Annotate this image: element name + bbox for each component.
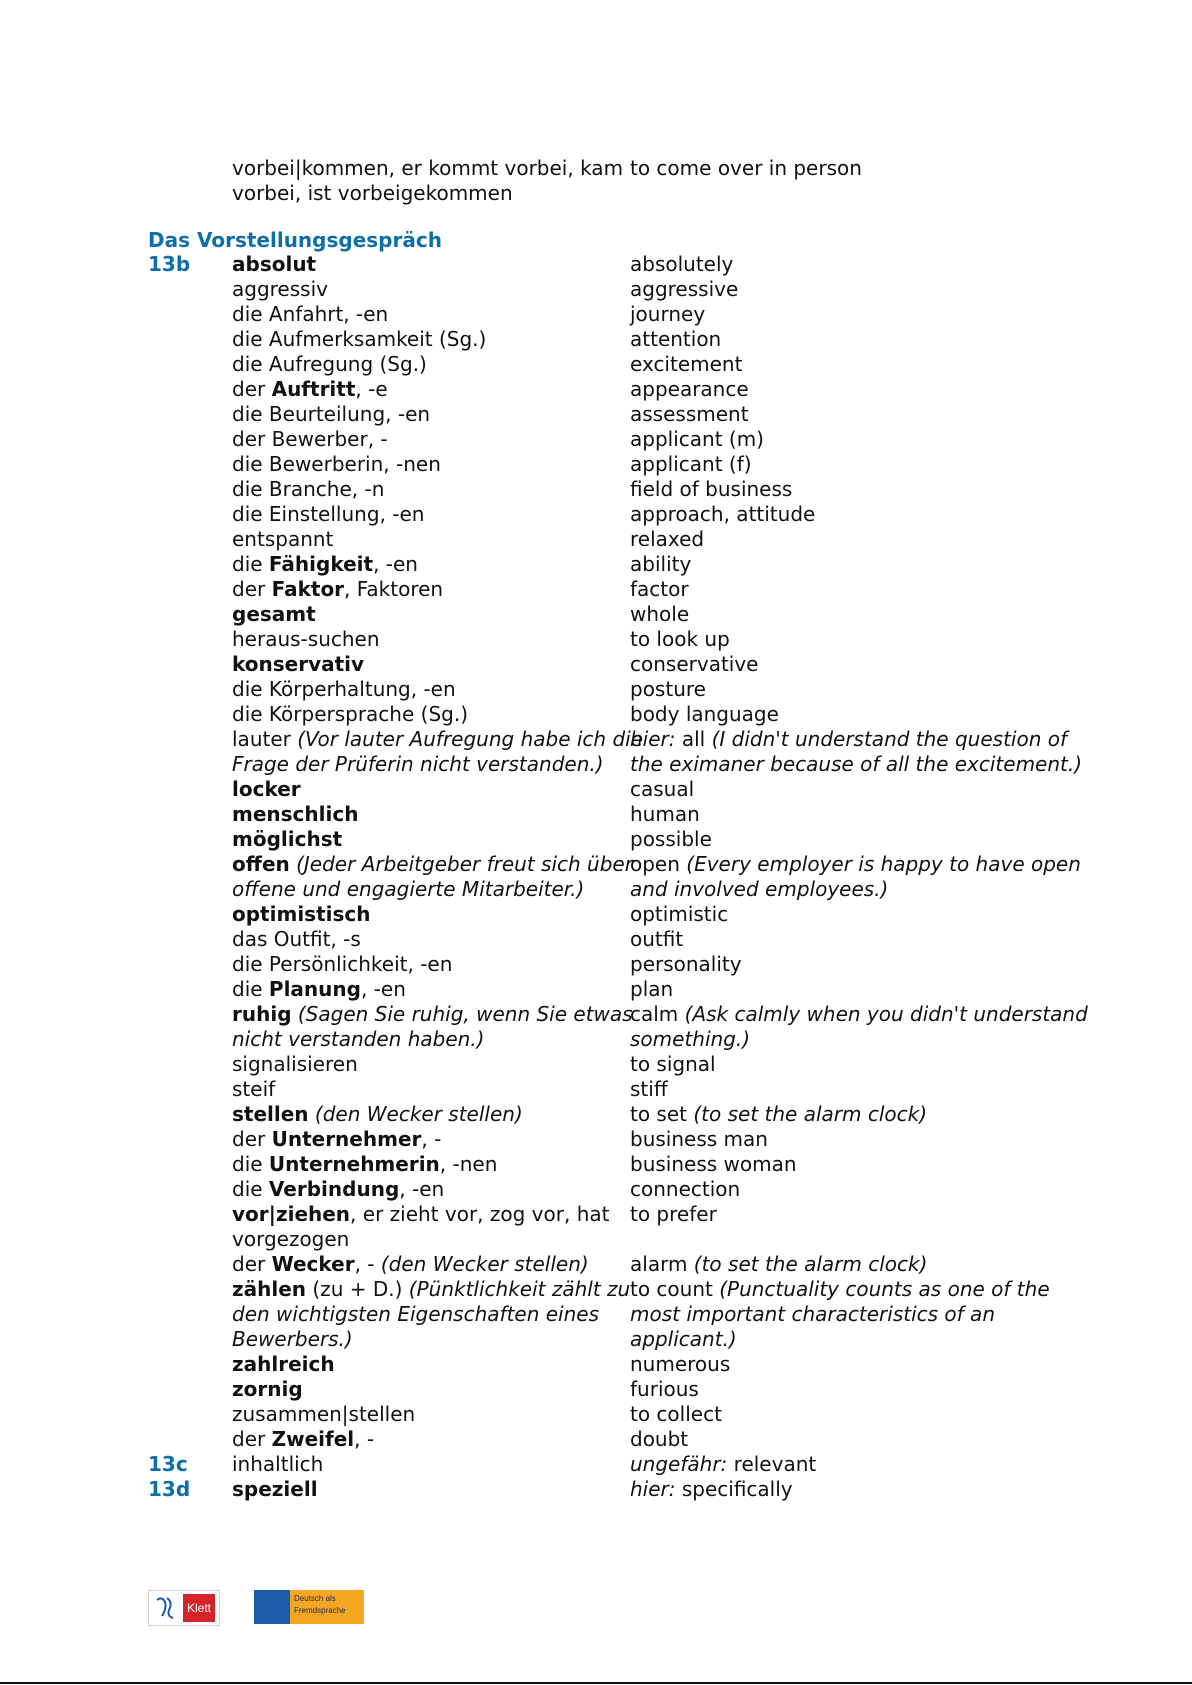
german-term: entspannt <box>232 527 334 551</box>
article: der <box>232 1252 272 1276</box>
english-example: (I didn't understand the question of <box>711 727 1068 751</box>
english-translation <box>630 1452 1070 1477</box>
english-translation <box>630 1002 1088 1052</box>
english-line <box>630 1277 1070 1302</box>
german-term <box>232 727 644 777</box>
german-term <box>232 1002 633 1052</box>
german-term: die Körperhaltung, -en <box>232 677 456 701</box>
english-translation: furious <box>630 1377 699 1401</box>
german-bold: Unternehmerin <box>268 1152 440 1176</box>
german-example: (Jeder Arbeitgeber freut sich über <box>289 852 633 876</box>
german-bold: ruhig <box>232 1002 292 1026</box>
german-example: (Vor lauter Aufregung habe ich die <box>290 727 644 751</box>
article: der <box>232 1427 272 1451</box>
german-example: offene und engagierte Mitarbeiter.) <box>232 877 585 901</box>
german-bold: Wecker <box>271 1252 355 1276</box>
plural: , -en <box>373 552 418 576</box>
german-term <box>232 777 602 802</box>
german-word: lauter <box>232 727 291 751</box>
english-example: most important characteristics of an <box>630 1302 995 1326</box>
german-bold: Zweifel <box>271 1427 355 1451</box>
german-term: zusammen|stellen <box>232 1402 416 1426</box>
klett-mark-icon <box>153 1594 181 1622</box>
german-term <box>232 852 633 902</box>
english-example: applicant.) <box>630 1327 737 1351</box>
english-example: (to set the alarm clock) <box>693 1102 928 1126</box>
english-translation: plan <box>630 977 674 1001</box>
note-label: hier: <box>630 1477 676 1501</box>
german-term: die Bewerberin, -nen <box>232 452 441 476</box>
german-term: die Beurteilung, -en <box>232 402 431 426</box>
german-bold: zornig <box>232 1377 303 1401</box>
german-term: inhaltlich <box>232 1452 324 1476</box>
german-example: (den Wecker stellen) <box>308 1102 523 1126</box>
english-word: specifically <box>675 1477 793 1501</box>
german-bold: absolut <box>232 252 317 276</box>
english-translation: absolutely <box>630 252 734 276</box>
german-bold: offen <box>232 852 290 876</box>
german-line <box>232 1202 610 1227</box>
german-example: den wichtigsten Eigenschaften eines <box>232 1302 600 1326</box>
english-line <box>630 1002 1088 1027</box>
english-translation: assessment <box>630 402 749 426</box>
english-translation: factor <box>630 577 689 601</box>
english-translation: whole <box>630 602 690 626</box>
german-term <box>232 977 602 1002</box>
article: der <box>232 577 272 601</box>
english-translation: doubt <box>630 1427 689 1451</box>
plural: , - <box>421 1127 442 1151</box>
german-bold: zahlreich <box>232 1352 335 1376</box>
german-bold: Faktor <box>271 577 345 601</box>
english-translation: to come over in person <box>630 156 862 180</box>
german-bold: locker <box>232 777 301 801</box>
german-term: steif <box>232 1077 276 1101</box>
german-term <box>232 652 602 677</box>
daf-line: Fremdsprache <box>294 1606 346 1615</box>
article: die <box>232 552 269 576</box>
german-term: die Körpersprache (Sg.) <box>232 702 468 726</box>
german-term <box>232 1152 602 1177</box>
german-term <box>232 1427 602 1452</box>
article: die <box>232 1152 269 1176</box>
english-word: open <box>630 852 687 876</box>
english-translation <box>630 1252 1070 1277</box>
german-term <box>232 577 602 602</box>
german-term <box>232 377 602 402</box>
german-bold: stellen <box>232 1102 309 1126</box>
german-term <box>232 1377 602 1402</box>
german-line <box>232 1277 631 1302</box>
english-translation: casual <box>630 777 695 801</box>
german-term <box>232 1202 610 1252</box>
english-example: (to set the alarm clock) <box>693 1252 928 1276</box>
german-term <box>232 1277 631 1352</box>
german-line: vorbei, ist vorbeigekommen <box>232 181 513 205</box>
german-bold: Fähigkeit <box>268 552 374 576</box>
english-translation: to prefer <box>630 1202 717 1226</box>
german-term <box>232 1127 602 1152</box>
german-bold: Unternehmer <box>271 1127 422 1151</box>
german-line <box>232 1002 633 1027</box>
german-bold: zählen <box>232 1277 307 1301</box>
english-translation: business woman <box>630 1152 797 1176</box>
german-term: signalisieren <box>232 1052 358 1076</box>
german-bold: optimistisch <box>232 902 371 926</box>
german-term <box>232 1477 602 1502</box>
english-word: to count <box>630 1277 720 1301</box>
german-bold: Planung <box>268 977 361 1001</box>
german-term: die Einstellung, -en <box>232 502 425 526</box>
section-heading: Das Vorstellungsgespräch <box>148 228 442 252</box>
article: die <box>232 977 269 1001</box>
german-bold: gesamt <box>232 602 316 626</box>
exercise-label: 13c <box>148 1452 188 1476</box>
english-translation: to signal <box>630 1052 716 1076</box>
english-translation: personality <box>630 952 742 976</box>
german-term: die Aufmerksamkeit (Sg.) <box>232 327 487 351</box>
english-translation: outfit <box>630 927 684 951</box>
article: der <box>232 377 272 401</box>
german-example: nicht verstanden haben.) <box>232 1027 485 1051</box>
german-bold: konservativ <box>232 652 365 676</box>
daf-mark <box>254 1590 290 1624</box>
english-word: to set <box>630 1102 694 1126</box>
english-translation: approach, attitude <box>630 502 816 526</box>
english-translation <box>630 1277 1070 1352</box>
plural: , Faktoren <box>344 577 444 601</box>
german-term <box>232 902 602 927</box>
plural: , -nen <box>439 1152 498 1176</box>
klett-label: Klett <box>183 1594 215 1622</box>
english-example: (Ask calmly when you didn't understand <box>684 1002 1088 1026</box>
german-term <box>232 602 602 627</box>
english-example: the eximaner because of all the excitement.) <box>630 752 1083 776</box>
german-bold: möglichst <box>232 827 343 851</box>
german-term <box>232 1252 602 1277</box>
english-translation: excitement <box>630 352 743 376</box>
note-label: ungefähr: <box>630 1452 728 1476</box>
german-term: die Anfahrt, -en <box>232 302 389 326</box>
german-term <box>232 252 602 277</box>
english-translation: journey <box>630 302 706 326</box>
german-term: heraus-suchen <box>232 627 380 651</box>
plural: , - <box>354 1252 381 1276</box>
english-translation: relaxed <box>630 527 705 551</box>
german-line <box>232 727 644 752</box>
german-line: vorbei|kommen, er kommt vorbei, kam <box>232 156 624 180</box>
english-example: (Punctuality counts as one of the <box>719 1277 1050 1301</box>
exercise-label: 13b <box>148 252 191 276</box>
german-forms: , er zieht vor, zog vor, hat <box>350 1202 610 1226</box>
english-translation: posture <box>630 677 706 701</box>
english-translation: body language <box>630 702 779 726</box>
plural: , - <box>354 1427 375 1451</box>
exercise-label: 13d <box>148 1477 191 1501</box>
german-line <box>232 852 633 877</box>
german-term <box>232 802 602 827</box>
english-translation: human <box>630 802 700 826</box>
article: der <box>232 1127 272 1151</box>
german-term <box>232 156 624 206</box>
german-bold: menschlich <box>232 802 359 826</box>
english-translation: to collect <box>630 1402 722 1426</box>
german-example: (Sagen Sie ruhig, wenn Sie etwas <box>291 1002 633 1026</box>
english-translation: aggressive <box>630 277 739 301</box>
english-translation: numerous <box>630 1352 731 1376</box>
german-term: die Persönlichkeit, -en <box>232 952 453 976</box>
english-translation: business man <box>630 1127 768 1151</box>
english-translation: applicant (m) <box>630 427 764 451</box>
german-bold: Auftritt <box>271 377 356 401</box>
daf-label <box>294 1593 362 1617</box>
plural: , -e <box>355 377 388 401</box>
english-translation: attention <box>630 327 722 351</box>
page-bottom-rule <box>0 1682 1192 1684</box>
article: die <box>232 1177 269 1201</box>
english-translation: connection <box>630 1177 741 1201</box>
plural: , -en <box>399 1177 445 1201</box>
german-term: aggressiv <box>232 277 328 301</box>
german-term <box>232 1177 602 1202</box>
english-example: something.) <box>630 1027 751 1051</box>
german-line: vorgezogen <box>232 1227 350 1251</box>
english-translation: optimistic <box>630 902 729 926</box>
german-term <box>232 827 602 852</box>
german-term: das Outfit, -s <box>232 927 361 951</box>
hier-note: hier: <box>630 727 676 751</box>
german-term: die Branche, -n <box>232 477 385 501</box>
klett-logo <box>148 1590 220 1626</box>
english-word: all <box>675 727 712 751</box>
english-example: (Every employer is happy to have open <box>686 852 1081 876</box>
english-translation: to look up <box>630 627 730 651</box>
german-case: (zu + D.) <box>306 1277 409 1301</box>
german-example: Bewerbers.) <box>232 1327 353 1351</box>
german-bold: speziell <box>232 1477 318 1501</box>
english-translation: appearance <box>630 377 749 401</box>
german-bold: Verbindung <box>268 1177 400 1201</box>
german-term <box>232 552 602 577</box>
daf-line: Deutsch als <box>294 1594 336 1603</box>
english-translation <box>630 1477 1070 1502</box>
german-term: die Aufregung (Sg.) <box>232 352 427 376</box>
english-translation: possible <box>630 827 712 851</box>
english-translation: ability <box>630 552 692 576</box>
english-line <box>630 727 1070 752</box>
english-translation <box>630 1102 1070 1127</box>
english-translation: conservative <box>630 652 759 676</box>
english-translation <box>630 852 1081 902</box>
english-translation <box>630 727 1083 777</box>
german-example: Frage der Prüferin nicht verstanden.) <box>232 752 604 776</box>
english-example: and involved employees.) <box>630 877 889 901</box>
english-line <box>630 852 1081 877</box>
english-translation: field of business <box>630 477 793 501</box>
english-translation: applicant (f) <box>630 452 752 476</box>
german-term <box>232 1352 602 1377</box>
german-bold: vor|ziehen <box>232 1202 351 1226</box>
german-term <box>232 1102 602 1127</box>
daf-logo <box>254 1590 364 1624</box>
english-translation: stiff <box>630 1077 668 1101</box>
english-word: alarm <box>630 1252 694 1276</box>
german-example: (Pünktlichkeit zählt zu <box>408 1277 631 1301</box>
english-word: calm <box>630 1002 685 1026</box>
footer-logos <box>148 1590 388 1626</box>
plural: , -en <box>360 977 406 1001</box>
german-example: (den Wecker stellen) <box>380 1252 589 1276</box>
german-term: der Bewerber, - <box>232 427 388 451</box>
english-word: relevant <box>727 1452 817 1476</box>
